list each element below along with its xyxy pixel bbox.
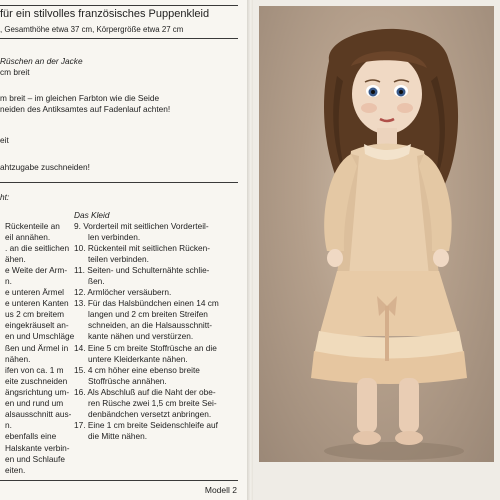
kleid-step: denbändchen versetzt anbringen. [88, 409, 212, 419]
step-line: e unteren Kanten [5, 298, 69, 308]
page-subtitle: , Gesamthöhe etwa 37 cm, Körpergröße etwa 27 cm [0, 25, 184, 34]
step-line: e unteren Ärmel [5, 287, 65, 297]
kleid-heading: Das Kleid [74, 210, 110, 220]
kleid-step: teilen verbinden. [88, 254, 149, 264]
step-line: e Weite der Arm- [5, 265, 68, 275]
section-rule [0, 182, 238, 183]
step-line: ßen und Ärmel in [5, 343, 69, 353]
kleid-step: langen und 2 cm breiten Streifen [88, 309, 208, 319]
step-line: Rückenteile an [5, 221, 60, 231]
kleid-step: ren Rüsche zwei 1,5 cm breite Sei- [88, 398, 217, 408]
materials-line: eit [0, 135, 9, 145]
kleid-step: 15. 4 cm höher eine ebenso breite [74, 365, 200, 375]
step-line: . an die seitlichen [5, 243, 70, 253]
step-line: ähen. [5, 254, 26, 264]
step-line: n. [5, 276, 12, 286]
kleid-step: 11. Seiten- und Schulternähte schlie- [74, 265, 210, 275]
materials-line: m breit – im gleichen Farbton wie die Seide [0, 93, 160, 103]
step-line: eingekräuselt an- [5, 320, 69, 330]
kleid-step: Stoffrüsche annähen. [88, 376, 167, 386]
kleid-step: untere Kleiderkante nähen. [88, 354, 188, 364]
subtitle-rule [0, 38, 238, 39]
doll-illustration [259, 6, 494, 462]
step-line: nähen. [5, 354, 31, 364]
step-line: eiten. [5, 465, 26, 475]
materials-line: cm breit [0, 67, 30, 77]
kleid-step: 13. Für das Halsbündchen einen 14 cm [74, 298, 219, 308]
step-line: en und Schlaufe [5, 454, 65, 464]
kleid-step: 9. Vorderteil mit seitlichen Vorderteil- [74, 221, 209, 231]
kleid-step: 14. Eine 5 cm breite Stoffrüsche an die [74, 343, 217, 353]
materials-line: neiden des Antiksamtes auf Fadenlauf achten! [0, 104, 171, 114]
step-line: ebenfalls eine [5, 431, 57, 441]
doll-photo [259, 6, 494, 462]
kleid-step: len verbinden. [88, 232, 141, 242]
step-line: n. [5, 420, 12, 430]
page-title: für ein stilvolles französisches Puppenkleid [0, 8, 210, 20]
top-rule [0, 5, 238, 6]
photo-page [253, 0, 500, 500]
step-line: en und Umschläge [5, 331, 75, 341]
page-footer: Modell 2 [204, 485, 237, 495]
step-line: eil annähen. [5, 232, 51, 242]
materials-line: Rüschen an der Jacke [0, 56, 83, 66]
text-page [0, 0, 247, 500]
footer-rule [0, 480, 238, 481]
step-line: ängsrichtung um- [5, 387, 70, 397]
kleid-step: 16. Als Abschluß auf die Naht der obe- [74, 387, 216, 397]
kleid-step: schneiden, an die Halsausschnitt- [88, 320, 213, 330]
step-line: ifen von ca. 1 m [5, 365, 64, 375]
step-line: eite zuschneiden [5, 376, 68, 386]
step-line: alsausschnitt aus- [5, 409, 72, 419]
materials-line: ahtzugabe zuschneiden! [0, 162, 90, 172]
kleid-step: 17. Eine 1 cm breite Seidenschleife auf [74, 420, 218, 430]
kleid-step: ßen. [88, 276, 105, 286]
step-line: Halskante verbin- [5, 443, 70, 453]
step-line: us 2 cm breitem [5, 309, 65, 319]
kleid-step: die Mitte nähen. [88, 431, 148, 441]
step-line: en und rund um [5, 398, 64, 408]
kleid-step: 12. Armlöcher versäubern. [74, 287, 172, 297]
kleid-step: 10. Rückenteil mit seitlichen Rücken- [74, 243, 211, 253]
section-label: ht: [0, 192, 10, 202]
kleid-step: kante nähen und verstürzen. [88, 331, 194, 341]
